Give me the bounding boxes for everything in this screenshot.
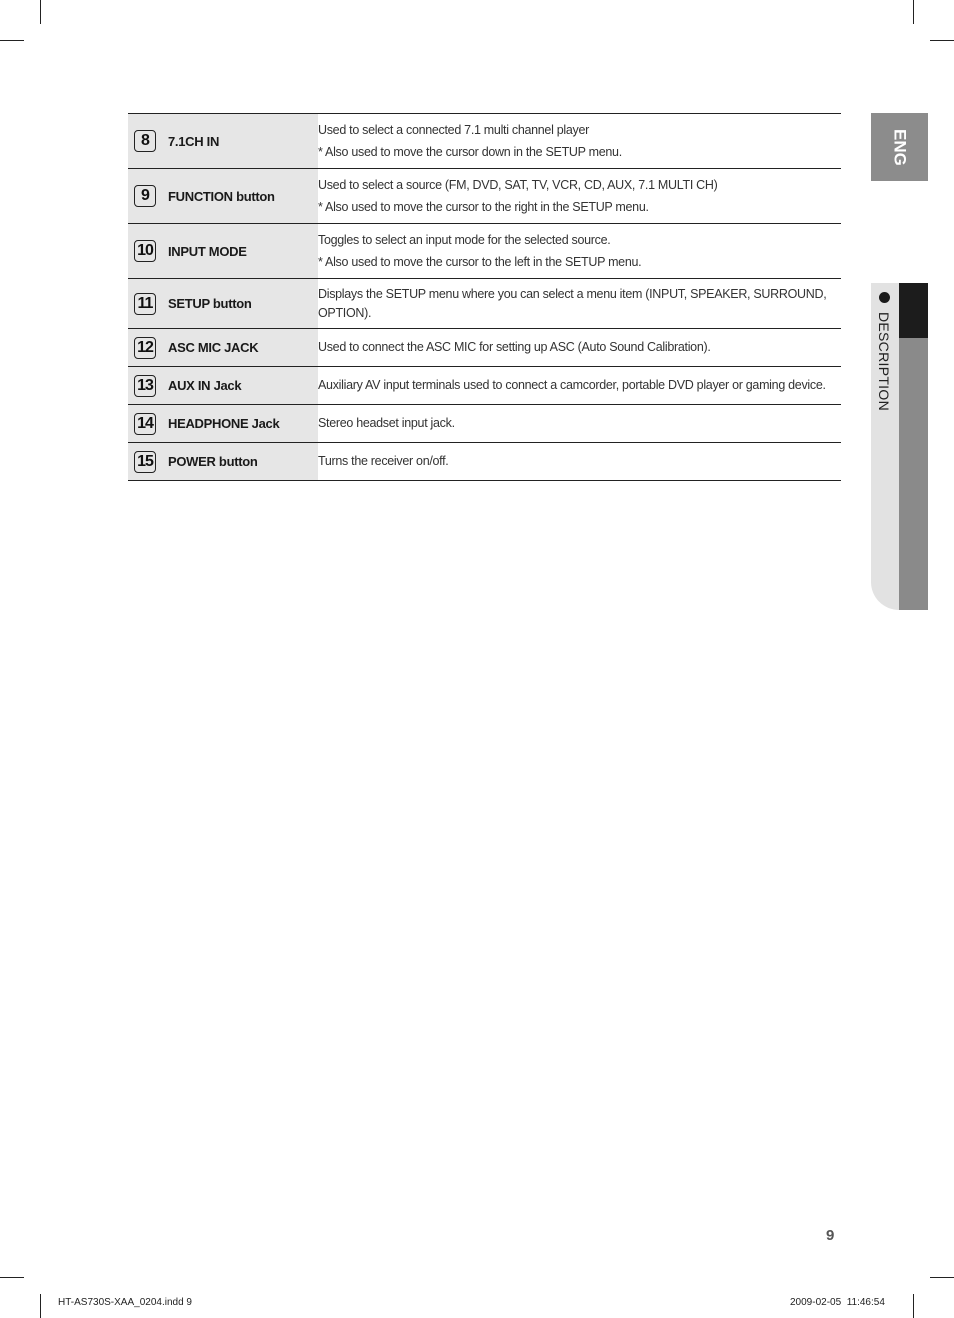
footer-timestamp: 2009-02-05 ⁠⁠ 11:46:54	[790, 1297, 885, 1308]
item-number: 14	[134, 413, 156, 435]
item-name: ASC MIC JACK	[168, 329, 318, 367]
item-number: 15	[134, 451, 156, 473]
crop-mark	[40, 1294, 41, 1318]
item-name: HEADPHONE Jack	[168, 405, 318, 443]
section-tab-marker	[899, 283, 928, 338]
crop-mark	[913, 0, 914, 24]
description-table	[128, 113, 841, 481]
language-tab	[871, 113, 928, 181]
item-name: AUX IN Jack	[168, 367, 318, 405]
table-row	[128, 114, 841, 169]
item-description: Used to select a connected 7.1 multi channel player	[318, 122, 589, 137]
crop-mark	[913, 1294, 914, 1318]
page-number: 9	[826, 1227, 835, 1244]
item-note: * Also used to move the cursor down in the SETUP menu.	[318, 144, 622, 159]
item-name: 7.1CH IN	[168, 114, 318, 169]
crop-mark	[930, 1277, 954, 1278]
bullet-icon	[879, 292, 890, 303]
table-row	[128, 329, 841, 367]
section-label: DESCRIPTION	[876, 312, 892, 411]
crop-mark	[0, 1277, 24, 1278]
item-description: Stereo headset input jack.	[318, 416, 455, 430]
crop-mark	[40, 0, 41, 24]
table-row	[128, 169, 841, 224]
item-description: Displays the SETUP menu where you can select a menu item (INPUT, SPEAKER, SURROUND, OPTION).	[318, 286, 827, 320]
item-number: 8	[134, 130, 156, 152]
item-name: FUNCTION button	[168, 169, 318, 224]
item-note: * Also used to move the cursor to the right in the SETUP menu.	[318, 199, 649, 214]
item-number: 10	[134, 240, 156, 262]
footer-file-info: HT-AS730S-XAA_0204.indd 9	[58, 1297, 192, 1308]
item-description: Turns the receiver on/off.	[318, 454, 449, 468]
item-number: 12	[134, 337, 156, 359]
item-name: POWER button	[168, 443, 318, 481]
item-number: 11	[134, 293, 156, 315]
table-row	[128, 224, 841, 279]
item-description: Toggles to select an input mode for the selected source.	[318, 232, 611, 247]
item-description: Auxiliary AV input terminals used to connect a camcorder, portable DVD player or gaming device.	[318, 378, 826, 392]
item-number: 9	[134, 185, 156, 207]
language-tab-label: ENG	[890, 128, 910, 166]
item-note: * Also used to move the cursor to the left in the SETUP menu.	[318, 254, 642, 269]
item-description: Used to select a source (FM, DVD, SAT, TV, VCR, CD, AUX, 7.1 MULTI CH)	[318, 177, 718, 192]
table-row	[128, 279, 841, 329]
table-row	[128, 443, 841, 481]
item-name: INPUT MODE	[168, 224, 318, 279]
table-row	[128, 405, 841, 443]
table-row	[128, 367, 841, 405]
crop-mark	[0, 40, 24, 41]
section-tab-bar	[899, 338, 928, 610]
item-description: Used to connect the ASC MIC for setting up ASC (Auto Sound Calibration).	[318, 340, 711, 354]
crop-mark	[930, 40, 954, 41]
item-number: 13	[134, 375, 156, 397]
item-name: SETUP button	[168, 279, 318, 329]
